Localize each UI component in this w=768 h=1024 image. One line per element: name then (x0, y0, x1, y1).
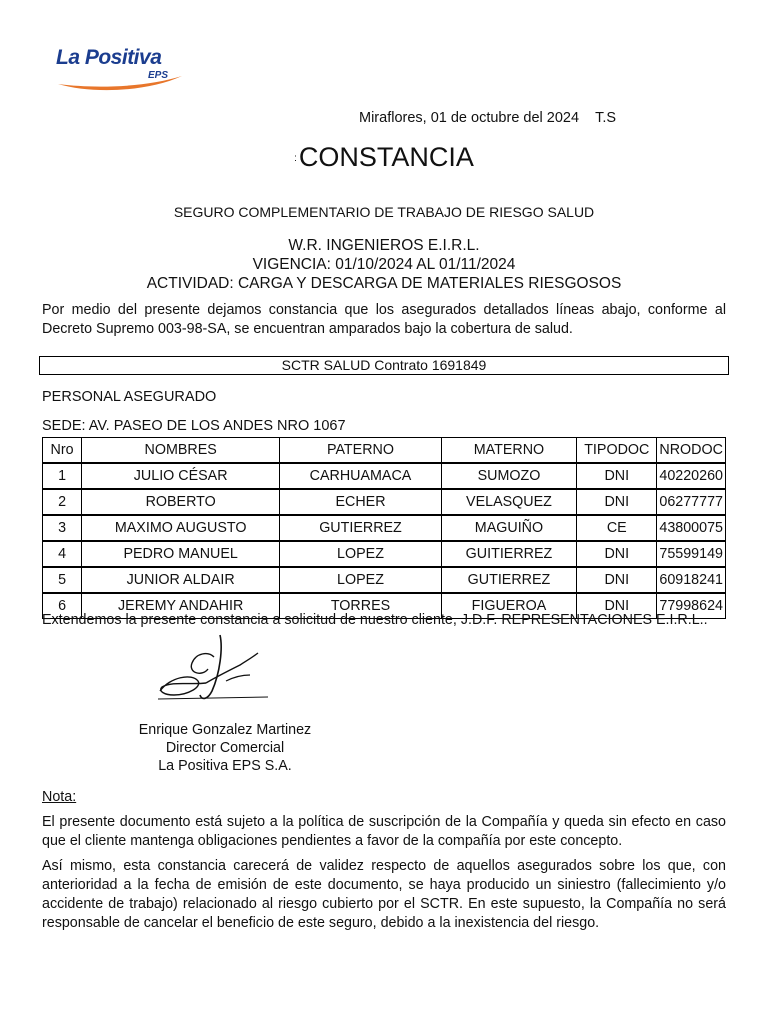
vigencia: VIGENCIA: 01/10/2024 AL 01/11/2024 (252, 256, 516, 273)
logo-name: La Positiva (56, 46, 162, 69)
cell-nrodoc: 43800075 (657, 515, 726, 541)
cell-nrodoc: 40220260 (657, 463, 726, 489)
header-nro: Nro (43, 438, 82, 464)
cell-tipodoc: DNI (577, 489, 657, 515)
signer-role: Director Comercial (165, 740, 285, 756)
cell-nro: 6 (43, 593, 82, 619)
cell-nombres: JEREMY ANDAHIR (82, 593, 280, 619)
cell-materno: GUTIERREZ (441, 567, 576, 593)
table-row (43, 541, 726, 567)
personal-label: PERSONAL ASEGURADO (42, 389, 217, 405)
cell-nro: 1 (43, 463, 82, 489)
header-paterno: PATERNO (280, 438, 442, 464)
title-text: CONSTANCIA (298, 142, 474, 172)
cell-nrodoc: 75599149 (657, 541, 726, 567)
table-row (43, 489, 726, 515)
cell-materno: VELASQUEZ (441, 489, 576, 515)
cell-tipodoc: DNI (577, 567, 657, 593)
company-name: W.R. INGENIEROS E.I.R.L. (288, 237, 480, 254)
extend-statement: Extendemos la presente constancia a solicitud de nuestro cliente, J.D.F. REPRESENTACIONES E.I.R.L.. (42, 612, 708, 628)
cell-paterno: GUTIERREZ (280, 515, 442, 541)
table-row (43, 515, 726, 541)
table-header-row (43, 438, 726, 464)
cell-nombres: MAXIMO AUGUSTO (82, 515, 280, 541)
note-paragraph-1: El presente documento está sujeto a la política de suscripción de la Compañía y queda sin efecto en caso que el cliente mantenga obligaciones pendientes a favor de la compañía por este concepto. (42, 814, 726, 849)
header-tipodoc: TIPODOC (577, 438, 657, 464)
signer-company: La Positiva EPS S.A. (158, 758, 292, 774)
cell-materno: SUMOZO (441, 463, 576, 489)
cell-nombres: PEDRO MANUEL (82, 541, 280, 567)
cell-nro: 2 (43, 489, 82, 515)
cell-nrodoc: 06277777 (657, 489, 726, 515)
place-date: Miraflores, 01 de octubre del 2024 (359, 110, 580, 126)
header-materno: MATERNO (441, 438, 576, 464)
cell-nro: 5 (43, 567, 82, 593)
cell-nrodoc: 60918241 (657, 567, 726, 593)
cell-paterno: LOPEZ (280, 567, 442, 593)
cell-nro: 3 (43, 515, 82, 541)
cell-tipodoc: DNI (577, 541, 657, 567)
cell-tipodoc: CE (577, 515, 657, 541)
cell-paterno: TORRES (280, 593, 442, 619)
title-prefix: : (294, 153, 297, 165)
note-label: Nota: (42, 789, 77, 805)
note-paragraph-2: Así mismo, esta constancia carecerá de validez respecto de aquellos asegurados sobre los que, con anterioridad a la fecha de emisión de este documento, se haya producido un siniestro (fallecimiento y/o accidente de trabajo) relacionado al riesgo cubierto por el SCTR. En este supuesto, la Compañía no será responsable de cancelar el beneficio de este seguro, debido a la inexistencia del riesgo. (42, 858, 726, 931)
insured-table (42, 437, 726, 619)
cell-materno: GUITIERREZ (441, 541, 576, 567)
cell-materno: FIGUEROA (441, 593, 576, 619)
signature-icon (150, 633, 275, 705)
company-logo (52, 40, 192, 100)
cell-tipodoc: DNI (577, 463, 657, 489)
cell-paterno: CARHUAMACA (280, 463, 442, 489)
date-line (359, 110, 616, 126)
cell-nrodoc: 77998624 (657, 593, 726, 619)
intro-paragraph: Por medio del presente dejamos constancia que los asegurados detallados líneas abajo, conforme al Decreto Supremo 003-98-SA, se encuentran amparados bajo la cobertura de salud. (42, 302, 726, 337)
header-nombres: NOMBRES (82, 438, 280, 464)
document-title (0, 142, 768, 173)
cell-tipodoc: DNI (577, 593, 657, 619)
header-nrodoc: NRODOC (657, 438, 726, 464)
cell-nombres: ROBERTO (82, 489, 280, 515)
cell-materno: MAGUIÑO (441, 515, 576, 541)
reference-code: T.S (595, 110, 617, 126)
cell-paterno: LOPEZ (280, 541, 442, 567)
cell-paterno: ECHER (280, 489, 442, 515)
signer-name: Enrique Gonzalez Martinez (138, 722, 312, 738)
signature-image (150, 633, 275, 705)
actividad: ACTIVIDAD: CARGA Y DESCARGA DE MATERIALES RIESGOSOS (146, 275, 622, 292)
document-subtitle: SEGURO COMPLEMENTARIO DE TRABAJO DE RIESGO SALUD (173, 204, 595, 220)
cell-nombres: JUNIOR ALDAIR (82, 567, 280, 593)
table-row (43, 463, 726, 489)
contract-box: SCTR SALUD Contrato 1691849 (39, 356, 729, 375)
cell-nombres: JULIO CÉSAR (82, 463, 280, 489)
table-row (43, 567, 726, 593)
cell-nro: 4 (43, 541, 82, 567)
sede-label: SEDE: AV. PASEO DE LOS ANDES NRO 1067 (42, 418, 346, 434)
logo-sub: EPS (148, 70, 169, 81)
